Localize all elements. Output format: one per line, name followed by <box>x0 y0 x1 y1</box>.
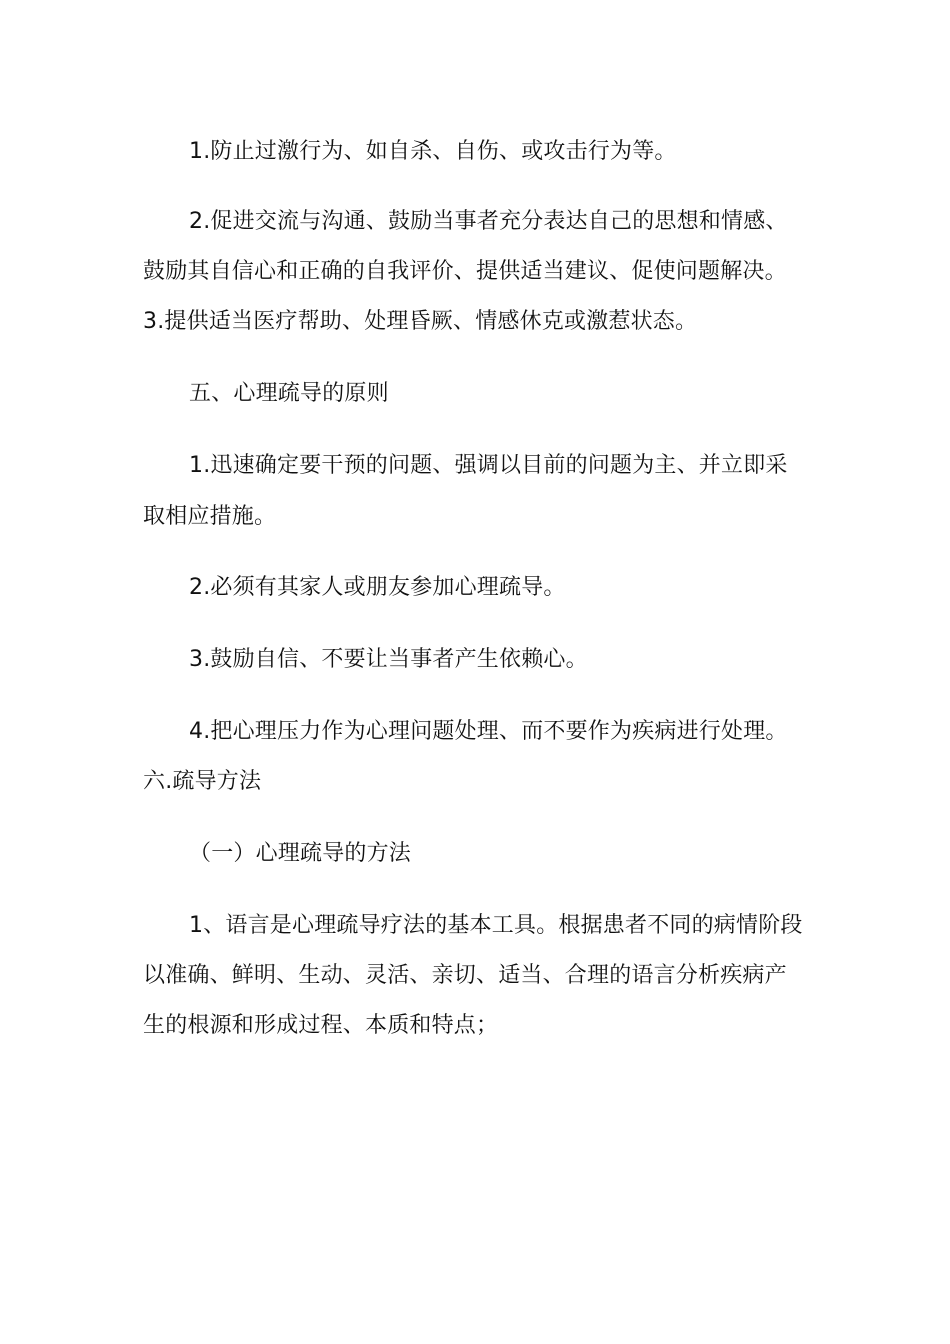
text-line: 取相应措施。 <box>143 504 277 529</box>
subsection-heading: （一）心理疏导的方法 <box>189 841 412 866</box>
text-line: 以准确、鲜明、生动、灵活、亲切、适当、合理的语言分析疾病产 <box>143 963 787 988</box>
section-heading: 六.疏导方法 <box>143 769 262 794</box>
text-line: 4.把心理压力作为心理问题处理、而不要作为疾病进行处理。 <box>189 719 788 744</box>
text-line: 1.迅速确定要干预的问题、强调以目前的问题为主、并立即采 <box>189 453 788 478</box>
section-heading: 五、心理疏导的原则 <box>189 381 389 406</box>
text-line: 1、语言是心理疏导疗法的基本工具。根据患者不同的病情阶段 <box>189 913 803 938</box>
text-line: 2.促进交流与沟通、鼓励当事者充分表达自己的思想和情感、 <box>189 209 788 234</box>
text-line: 2.必须有其家人或朋友参加心理疏导。 <box>189 575 566 600</box>
text-line: 生的根源和形成过程、本质和特点； <box>143 1013 499 1038</box>
text-line: 3.鼓励自信、不要让当事者产生依赖心。 <box>189 647 588 672</box>
text-line: 1.防止过激行为、如自杀、自伤、或攻击行为等。 <box>189 139 677 164</box>
text-line: 3.提供适当医疗帮助、处理昏厥、情感休克或激惹状态。 <box>143 309 698 334</box>
text-line: 鼓励其自信心和正确的自我评价、提供适当建议、促使问题解决。 <box>143 259 787 284</box>
